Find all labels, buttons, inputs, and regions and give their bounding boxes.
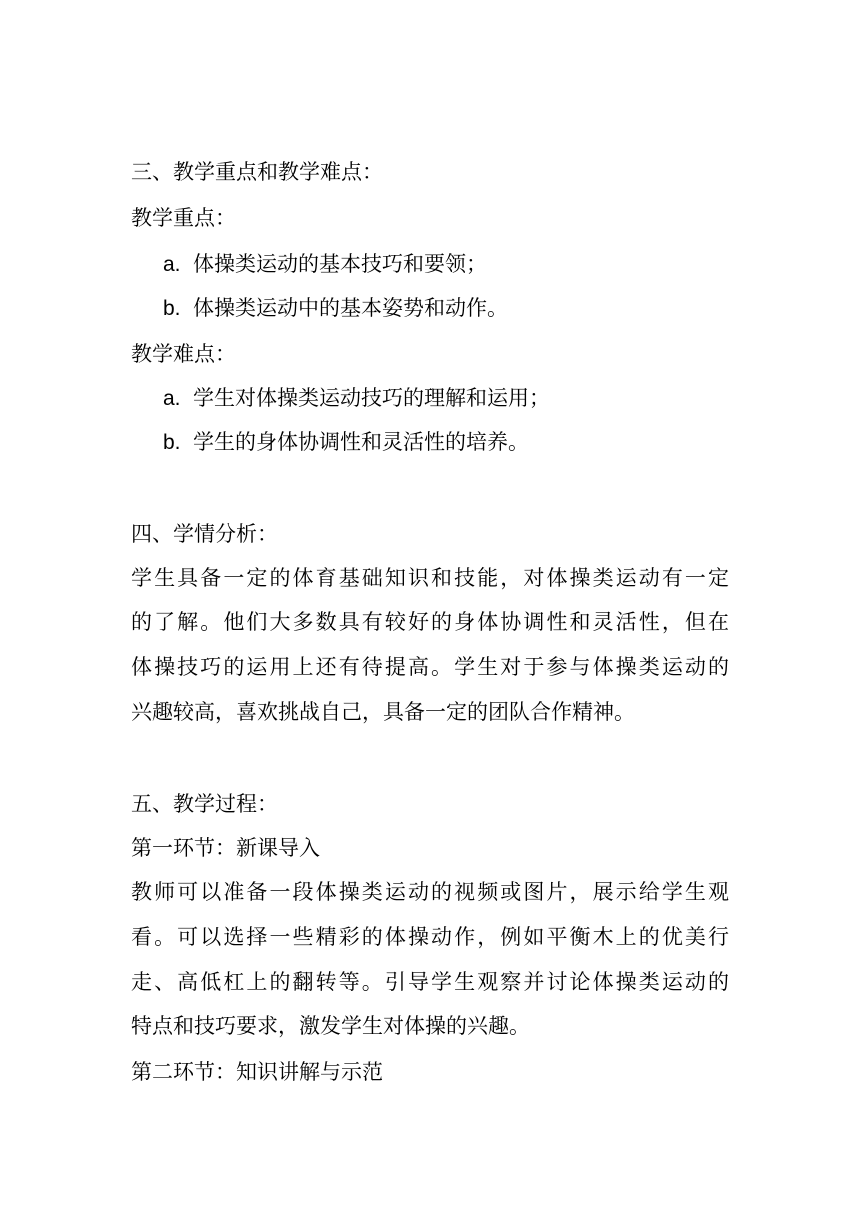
section-4-heading: 四、学情分析：: [131, 522, 278, 546]
section-3-heading: 三、教学重点和教学难点：: [131, 160, 383, 184]
key-point-item: [163, 250, 487, 279]
difficulty-item: [163, 384, 550, 413]
key-points-label: 教学重点：: [131, 206, 236, 230]
paragraph-line: 体操技巧的运用上还有待提高。学生对于参与体操类运动的: [131, 655, 729, 679]
list-item-text: 体操类运动中的基本姿势和动作。: [193, 296, 508, 320]
list-item-text: 体操类运动的基本技巧和要领；: [193, 252, 487, 276]
key-point-item: [163, 294, 508, 323]
paragraph-line: 兴趣较高，喜欢挑战自己，具备一定的团队合作精神。: [131, 700, 635, 724]
list-marker: b.: [163, 431, 181, 454]
list-marker: b.: [163, 297, 181, 320]
paragraph-line: 特点和技巧要求，激发学生对体操的兴趣。: [131, 1014, 530, 1038]
paragraph-line: 走、高低杠上的翻转等。引导学生观察并讨论体操类运动的: [131, 970, 729, 994]
step-1-title: 第一环节：新课导入: [131, 836, 320, 860]
list-marker: a.: [163, 387, 181, 410]
paragraph-line: 教师可以准备一段体操类运动的视频或图片，展示给学生观: [131, 880, 729, 904]
difficulties-label: 教学难点：: [131, 342, 236, 366]
section-5-heading: 五、教学过程：: [131, 792, 278, 816]
difficulty-item: [163, 428, 529, 457]
list-marker: a.: [163, 253, 181, 276]
list-item-text: 学生对体操类运动技巧的理解和运用；: [193, 386, 550, 410]
step-2-title: 第二环节：知识讲解与示范: [131, 1060, 383, 1084]
list-item-text: 学生的身体协调性和灵活性的培养。: [193, 430, 529, 454]
paragraph-line: 看。可以选择一些精彩的体操动作，例如平衡木上的优美行: [131, 925, 729, 949]
paragraph-line: 的了解。他们大多数具有较好的身体协调性和灵活性，但在: [131, 610, 729, 634]
paragraph-line: 学生具备一定的体育基础知识和技能，对体操类运动有一定: [131, 566, 729, 590]
